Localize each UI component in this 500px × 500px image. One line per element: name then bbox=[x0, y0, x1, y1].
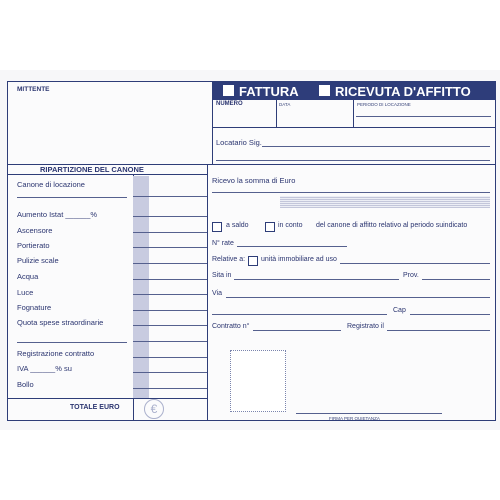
locatario-line-2 bbox=[216, 160, 490, 161]
unita-checkbox[interactable] bbox=[248, 256, 258, 266]
periodo-line bbox=[356, 116, 491, 117]
locatario-label: Locatario Sig. bbox=[216, 138, 262, 147]
amount-row-line bbox=[133, 325, 207, 326]
data-label: DATA bbox=[279, 102, 291, 107]
totale-label: TOTALE EURO bbox=[70, 404, 120, 411]
amount-row-line bbox=[133, 310, 207, 311]
item-pulizie: Pulizie scale bbox=[17, 256, 59, 265]
rate-label: N° rate bbox=[212, 240, 234, 247]
prov-label: Prov. bbox=[403, 272, 419, 279]
registrato-label: Registrato il bbox=[347, 323, 384, 330]
stamp-box bbox=[230, 350, 286, 412]
euro-icon: € bbox=[144, 399, 164, 419]
registrato-line bbox=[387, 330, 490, 331]
amount-row-line bbox=[133, 372, 207, 373]
ricevo-label: Ricevo la somma di Euro bbox=[212, 176, 296, 185]
amount-row-line bbox=[133, 294, 207, 295]
item-luce: Luce bbox=[17, 288, 34, 297]
header-bottom-line bbox=[212, 127, 495, 128]
contratto-label: Contratto n° bbox=[212, 323, 250, 330]
header-col-divider bbox=[276, 100, 277, 127]
item-istat: Aumento Istat ______% bbox=[17, 210, 98, 219]
item-ascensore: Ascensore bbox=[17, 226, 53, 235]
item-fognature: Fognature bbox=[17, 303, 52, 312]
item-canone: Canone di locazione bbox=[17, 180, 85, 189]
saldo-checkbox[interactable] bbox=[212, 222, 222, 232]
inconto-label: in conto bbox=[278, 222, 303, 229]
unita-label: unità immobiliare ad uso bbox=[261, 256, 337, 263]
amount-band bbox=[133, 176, 149, 398]
rate-line bbox=[237, 246, 347, 247]
ripartizione-line bbox=[7, 174, 207, 175]
inconto-checkbox[interactable] bbox=[265, 222, 275, 232]
item-portierato: Portierato bbox=[17, 241, 50, 250]
amount-row-line bbox=[133, 247, 207, 248]
amount-row-line bbox=[133, 388, 207, 389]
address-line bbox=[212, 314, 387, 315]
ricevo-line bbox=[212, 192, 490, 193]
ripartizione-title: RIPARTIZIONE DEL CANONE bbox=[40, 165, 144, 174]
via-label: Via bbox=[212, 290, 222, 297]
cap-line bbox=[410, 314, 490, 315]
amount-row-line bbox=[133, 341, 207, 342]
amount-row-line bbox=[133, 232, 207, 233]
left-right-divider bbox=[207, 164, 208, 421]
sita-line bbox=[234, 279, 399, 280]
item-acqua: Acqua bbox=[17, 272, 39, 281]
uso-line bbox=[340, 263, 490, 264]
locatario-line bbox=[262, 146, 490, 147]
periodo-label: PERIODO DI LOCAZIONE bbox=[357, 102, 411, 107]
amount-row-line bbox=[133, 196, 207, 197]
firma-line bbox=[296, 413, 442, 414]
firma-label: FIRMA PER QUIETANZA bbox=[329, 416, 380, 421]
ricevuta-checkbox[interactable] bbox=[319, 85, 330, 96]
amount-row-line bbox=[133, 216, 207, 217]
item-registrazione: Registrazione contratto bbox=[17, 349, 95, 358]
prov-line bbox=[422, 279, 490, 280]
amount-row-line bbox=[133, 357, 207, 358]
header-col-divider bbox=[353, 100, 354, 127]
contratto-line bbox=[253, 330, 341, 331]
sita-label: Sita in bbox=[212, 272, 232, 279]
mittente-divider bbox=[212, 82, 213, 164]
cap-label: Cap bbox=[393, 307, 406, 314]
amount-hatch bbox=[280, 196, 490, 208]
item-line bbox=[17, 197, 127, 198]
totale-line bbox=[7, 398, 207, 399]
ricevuta-title: RICEVUTA D'AFFITTO bbox=[335, 84, 471, 99]
saldo-label: a saldo bbox=[226, 222, 249, 229]
fattura-checkbox[interactable] bbox=[223, 85, 234, 96]
numero-label: NUMERO bbox=[216, 101, 243, 107]
fattura-title: FATTURA bbox=[239, 84, 299, 99]
amount-row-line bbox=[133, 263, 207, 264]
relativo-label: Relative a: bbox=[212, 256, 246, 263]
item-iva: IVA ______% su bbox=[17, 364, 72, 373]
item-bollo: Bollo bbox=[17, 380, 34, 389]
item-line bbox=[17, 342, 127, 343]
mittente-label: MITTENTE bbox=[17, 86, 50, 93]
item-spese: Quota spese straordinarie bbox=[17, 318, 104, 327]
via-line bbox=[226, 297, 490, 298]
canone-text: del canone di affitto relativo al periodo suindicato bbox=[316, 222, 468, 229]
amount-row-line bbox=[133, 279, 207, 280]
